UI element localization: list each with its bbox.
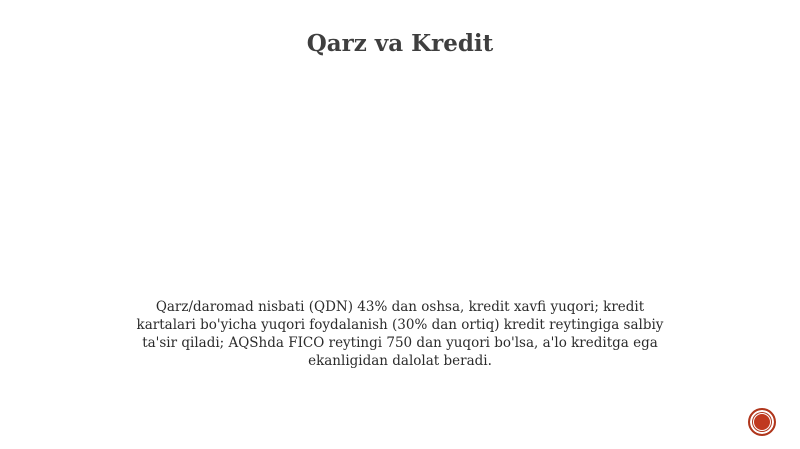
circle-nav-icon[interactable] [748,408,776,436]
circle-nav-inner [753,413,771,431]
slide-body-text: Qarz/daromad nisbati (QDN) 43% dan oshsa, kredit xavfi yuqori; kredit kartalari bo'yicha yuqori foydalanish (30% dan ortiq) kredit reytingiga salbiy ta'sir qiladi; AQShda FICO reytingi 750 dan yuqori bo'lsa, a'lo kreditga ega ekanligidan dalolat beradi. [136,299,664,369]
slide-title: Qarz va Kredit [306,30,494,57]
